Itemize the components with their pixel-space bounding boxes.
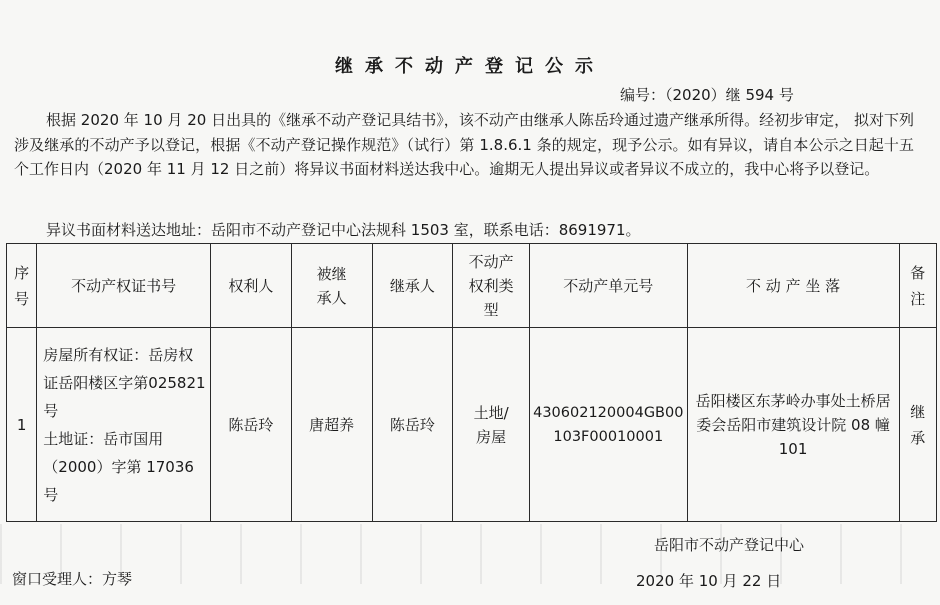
cell-right-type: 土地/房屋 <box>453 328 530 522</box>
cell-location: 岳阳楼区东茅岭办事处土桥居委会岳阳市建筑设计院 08 幢 101 <box>687 328 899 522</box>
issuing-center: 岳阳市不动产登记中心 <box>654 536 805 554</box>
table-header-row <box>7 244 937 328</box>
cell-decedent: 唐超养 <box>291 328 372 522</box>
notice-title: 继承不动产登记公示 <box>335 56 605 77</box>
cell-heir: 陈岳玲 <box>372 328 453 522</box>
notice-body: 根据 2020 年 10 月 20 日出具的《继承不动产登记具结书》，该不动产由继承人陈岳玲通过遗产继承所得。经初步审定， 拟对下列涉及继承的不动产予以登记，根据《不动产登记操作规范》（试行）第 1.8.6.1 条的规定，现予公示。如有异议，请自本公示之日起十五个工作日内（2020 年 11 月 12 日之前）将异议书面材料送达我中心。逾期无人提出异议或者异议不成立的，我中心将予以登记。 <box>14 111 914 178</box>
objection-address: 异议书面材料送达地址：岳阳市不动产登记中心法规科 1503 室，联系电话：8691971。 <box>46 221 641 239</box>
header-location: 不 动 产 坐 落 <box>687 244 899 328</box>
table-row <box>7 328 937 522</box>
cell-remark: 继承 <box>899 328 936 522</box>
issue-date: 2020 年 10 月 22 日 <box>636 572 782 590</box>
header-unit-no: 不动产单元号 <box>530 244 688 328</box>
cell-cert: 房屋所有权证：岳房权证岳阳楼区字第025821 号 土地证：岳市国用（2000）字第 17036 号 <box>37 328 211 522</box>
document-number: 编号：（2020）继 594 号 <box>620 86 794 104</box>
window-receiver: 窗口受理人：方琴 <box>12 570 133 588</box>
cell-owner: 陈岳玲 <box>210 328 291 522</box>
header-owner: 权利人 <box>210 244 291 328</box>
header-right-type: 不动产权利类型 <box>453 244 530 328</box>
header-heir: 继承人 <box>372 244 453 328</box>
header-remark: 备注 <box>899 244 936 328</box>
cell-seq: 1 <box>7 328 37 522</box>
header-decedent: 被继承人 <box>291 244 372 328</box>
header-seq: 序号 <box>7 244 37 328</box>
cell-unit-no: 430602120004GB00103F00010001 <box>530 328 688 522</box>
registration-table <box>6 243 937 522</box>
header-cert: 不动产权证书号 <box>37 244 211 328</box>
